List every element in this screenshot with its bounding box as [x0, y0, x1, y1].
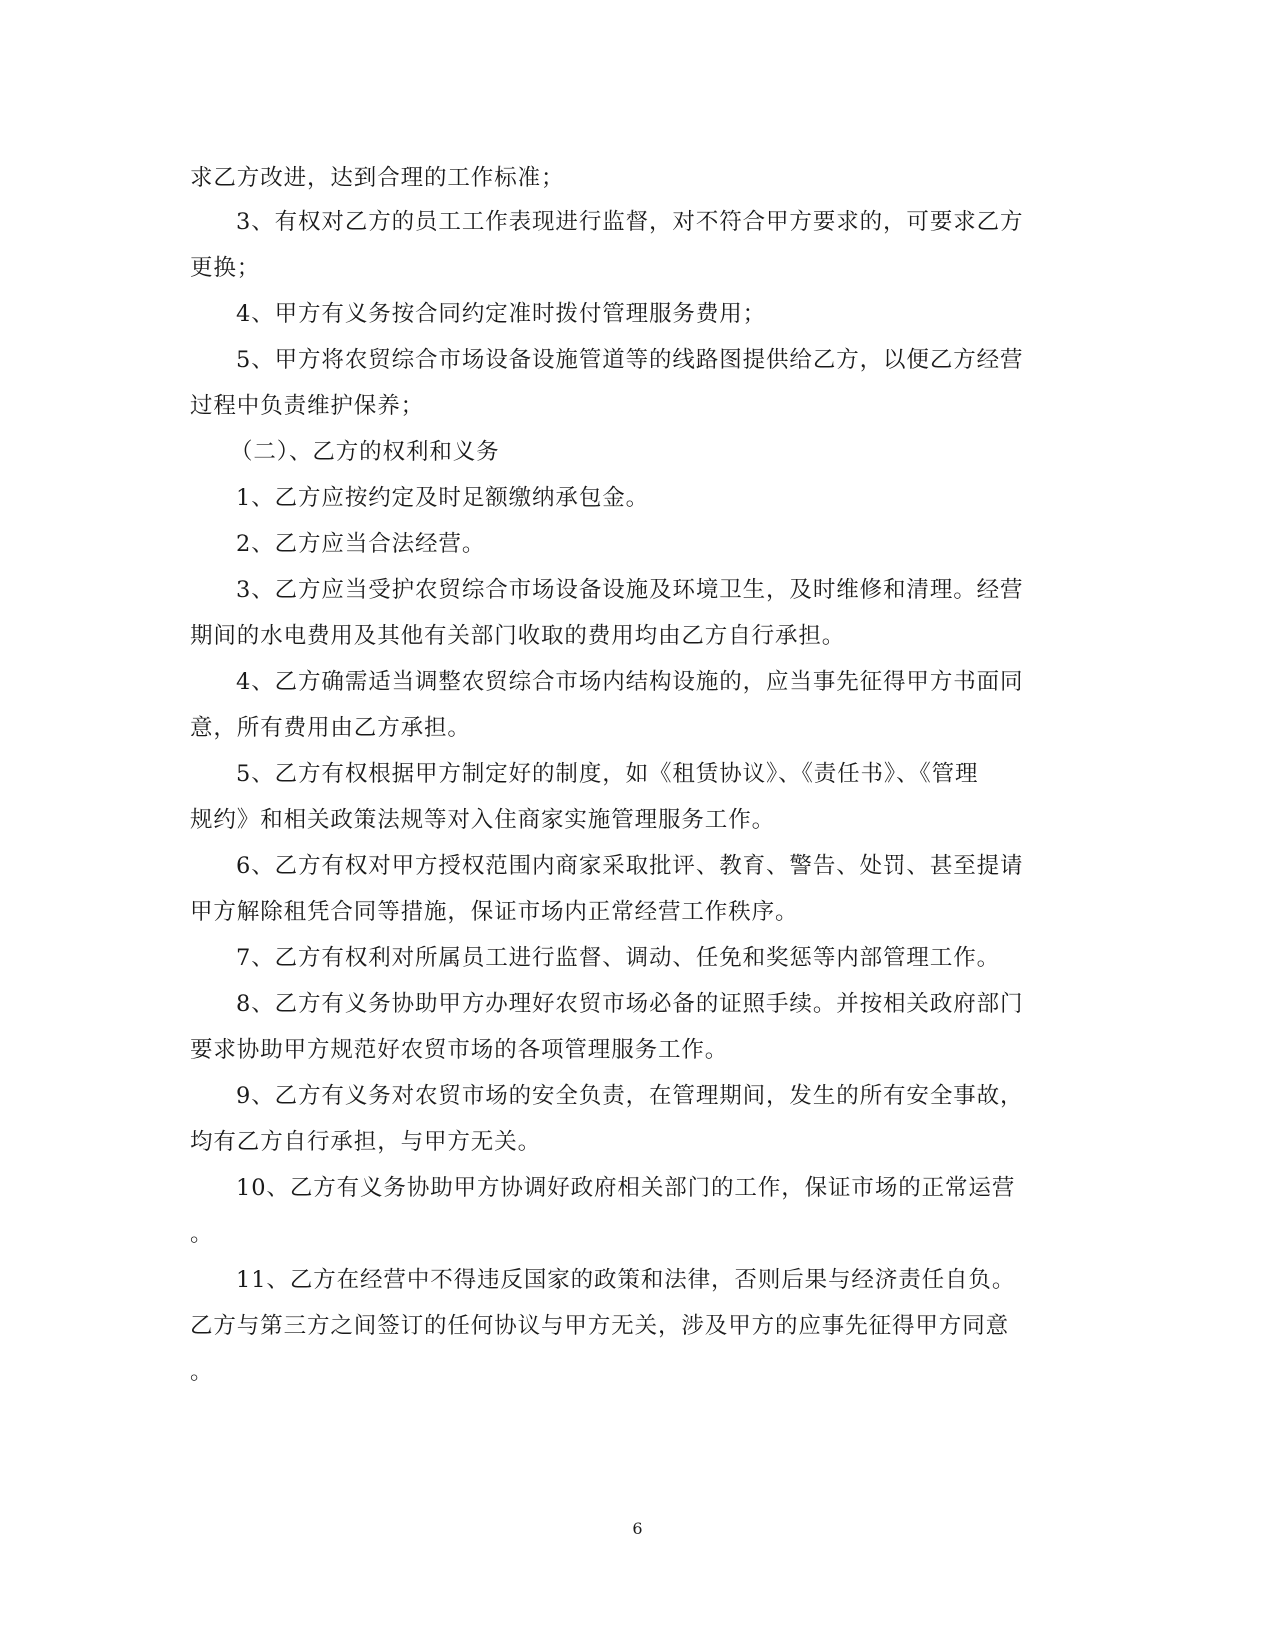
text-line: 6、乙方有权对甲方授权范围内商家采取批评、教育、警告、处罚、甚至提请: [236, 853, 1024, 879]
text-line: 5、甲方将农贸综合市场设备设施管道等的线路图提供给乙方，以便乙方经营: [236, 347, 1024, 373]
text-line: 。: [190, 1359, 214, 1385]
text-line: 4、乙方确需适当调整农贸综合市场内结构设施的，应当事先征得甲方书面同: [236, 669, 1024, 695]
text-line: 求乙方改进，达到合理的工作标准；: [190, 165, 565, 191]
text-line: 3、乙方应当受护农贸综合市场设备设施及环境卫生，及时维修和清理。经营: [236, 577, 1024, 603]
text-line: 意，所有费用由乙方承担。: [190, 715, 471, 741]
text-line: 过程中负责维护保养；: [190, 393, 425, 419]
text-line: 2、乙方应当合法经营。: [236, 531, 486, 557]
text-line: 1、乙方应按约定及时足额缴纳承包金。: [236, 485, 650, 511]
text-line: 10、乙方有义务协助甲方协调好政府相关部门的工作，保证市场的正常运营: [236, 1175, 1016, 1201]
text-line: 5、乙方有权根据甲方制定好的制度，如《租赁协议》、《责任书》、《管理: [236, 761, 979, 787]
text-line: 。: [190, 1221, 214, 1247]
page-number: 6: [632, 1519, 643, 1538]
text-line: 均有乙方自行承担，与甲方无关。: [190, 1129, 542, 1155]
text-line: 11、乙方在经营中不得违反国家的政策和法律，否则后果与经济责任自负。: [236, 1267, 1016, 1293]
text-line: 乙方与第三方之间签订的任何协议与甲方无关，涉及甲方的应事先征得甲方同意: [190, 1313, 1010, 1339]
text-line: 规约》和相关政策法规等对入住商家实施管理服务工作。: [190, 807, 776, 833]
text-line: 4、甲方有义务按合同约定准时拨付管理服务费用；: [236, 301, 767, 327]
text-line: 9、乙方有义务对农贸市场的安全负责，在管理期间，发生的所有安全事故，: [236, 1083, 1024, 1109]
text-line: 甲方解除租凭合同等措施，保证市场内正常经营工作秩序。: [190, 899, 799, 925]
text-line: 期间的水电费用及其他有关部门收取的费用均由乙方自行承担。: [190, 623, 846, 649]
text-line: 3、有权对乙方的员工工作表现进行监督，对不符合甲方要求的，可要求乙方: [236, 209, 1024, 235]
text-line: 更换；: [190, 255, 261, 281]
text-line: 7、乙方有权利对所属员工进行监督、调动、任免和奖惩等内部管理工作。: [236, 945, 1001, 971]
section-heading: （二）、乙方的权利和义务: [230, 439, 500, 465]
text-line: 要求协助甲方规范好农贸市场的各项管理服务工作。: [190, 1037, 729, 1063]
text-line: 8、乙方有义务协助甲方办理好农贸市场必备的证照手续。并按相关政府部门: [236, 991, 1024, 1017]
